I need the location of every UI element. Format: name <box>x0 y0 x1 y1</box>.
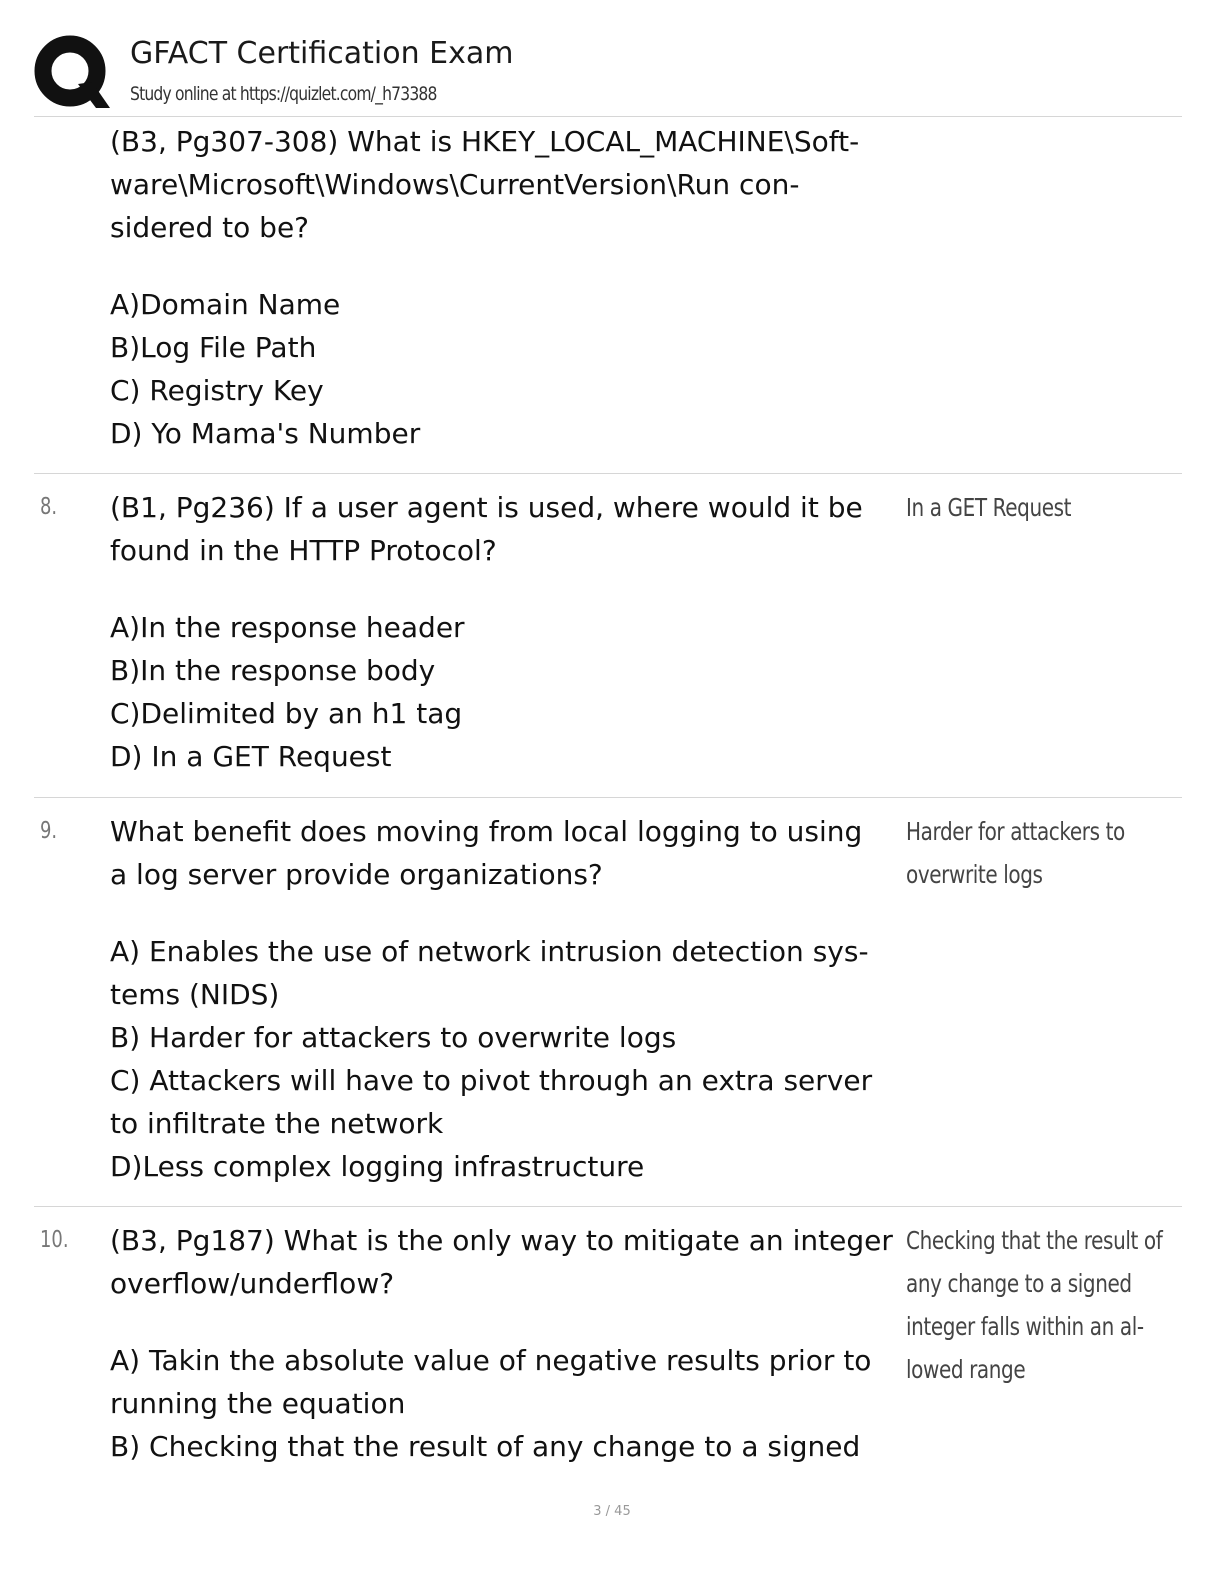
answer-text <box>906 810 1146 896</box>
question-number: 9. <box>40 818 58 844</box>
question-number: 10. <box>40 1227 69 1253</box>
option-line: running the equation <box>110 1387 406 1420</box>
answer-line: any change to a signed <box>906 1269 1132 1298</box>
option-line: tems (NIDS) <box>110 978 280 1011</box>
option-line: C)Delimited by an h1 tag <box>110 697 463 730</box>
option-line: A) Takin the absolute value of negative results prior to <box>110 1344 872 1377</box>
question-line: What benefit does moving from local logging to using <box>110 815 863 848</box>
divider <box>34 473 1182 474</box>
question-text <box>110 486 900 778</box>
divider <box>34 116 1182 117</box>
option-line: C) Registry Key <box>110 374 324 407</box>
study-online-link[interactable]: Study online at https://quizlet.com/_h73388 <box>130 83 437 105</box>
answer-line: integer falls within an al- <box>906 1312 1144 1341</box>
answer-line: overwrite logs <box>906 860 1043 889</box>
question-number: 8. <box>40 494 58 520</box>
page-indicator: 3 / 45 <box>593 1504 631 1519</box>
option-line: A) Enables the use of network intrusion detection sys- <box>110 935 869 968</box>
divider <box>34 1206 1182 1207</box>
option-line: A)Domain Name <box>110 288 341 321</box>
question-text <box>110 810 900 1188</box>
question-line: overflow/underflow? <box>110 1267 395 1300</box>
option-line: A)In the response header <box>110 611 465 644</box>
option-line: B)Log File Path <box>110 331 317 364</box>
option-line: B) Harder for attackers to overwrite logs <box>110 1021 677 1054</box>
option-line: C) Attackers will have to pivot through an extra server <box>110 1064 873 1097</box>
answer-line: Checking that the result of <box>906 1226 1163 1255</box>
question-line: ware\Microsoft\Windows\CurrentVersion\Run con- <box>110 168 800 201</box>
answer-line: In a GET Request <box>906 493 1072 522</box>
quizlet-q-logo-icon <box>34 34 110 110</box>
question-text <box>110 1219 900 1468</box>
answer-line: lowed range <box>906 1355 1026 1384</box>
question-line: (B3, Pg307-308) What is HKEY_LOCAL_MACHINE\Soft- <box>110 125 860 158</box>
answer-line: Harder for attackers to <box>906 817 1125 846</box>
question-line: a log server provide organizations? <box>110 858 603 891</box>
document-title: GFACT Certification Exam <box>130 36 514 71</box>
option-line: B)In the response body <box>110 654 436 687</box>
question-text <box>110 120 900 455</box>
question-line: (B1, Pg236) If a user agent is used, where would it be <box>110 491 863 524</box>
divider <box>34 797 1182 798</box>
question-line: (B3, Pg187) What is the only way to mitigate an integer <box>110 1224 893 1257</box>
question-line: found in the HTTP Protocol? <box>110 534 497 567</box>
option-line: D)Less complex logging infrastructure <box>110 1150 645 1183</box>
answer-text <box>906 486 1146 529</box>
option-line: D) Yo Mama's Number <box>110 417 421 450</box>
option-line: D) In a GET Request <box>110 740 392 773</box>
option-line: to infiltrate the network <box>110 1107 444 1140</box>
page-header <box>34 28 1184 116</box>
question-line: sidered to be? <box>110 211 310 244</box>
option-line: B) Checking that the result of any change to a signed <box>110 1430 861 1463</box>
answer-text <box>906 1219 1163 1391</box>
